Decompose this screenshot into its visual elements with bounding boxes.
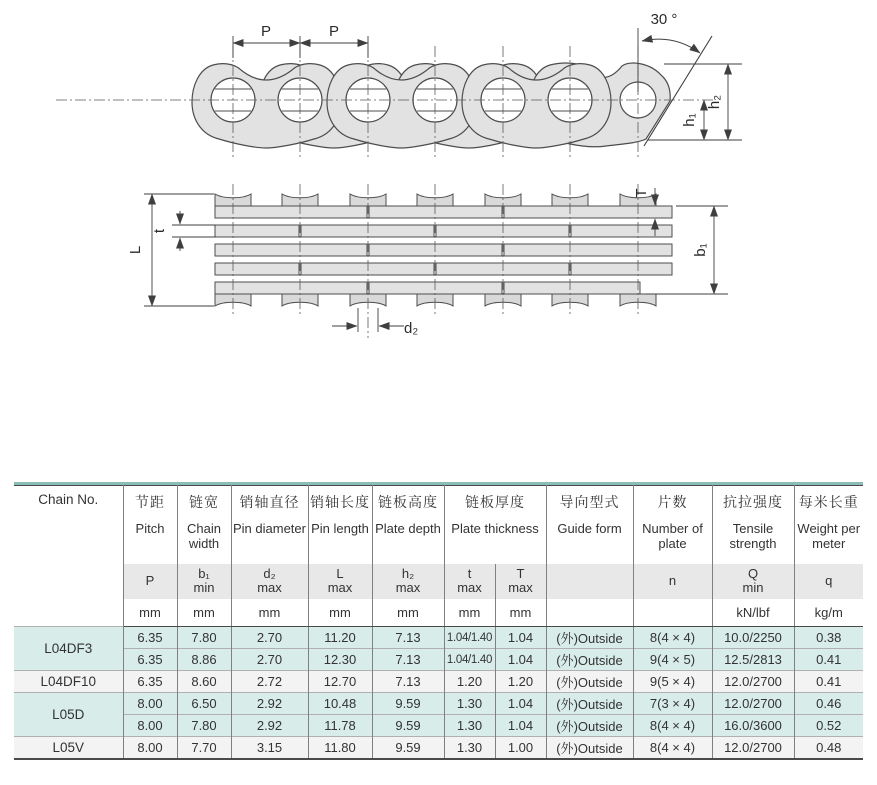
spec-cell: (外)Outside: [546, 671, 633, 693]
spec-cell: (外)Outside: [546, 649, 633, 671]
side-view: [56, 11, 742, 158]
pin-length-dimension: [144, 194, 214, 306]
dim-label-b1: b₁: [692, 243, 709, 257]
dim-label-d2: d₂: [404, 320, 419, 337]
symbol-t: t max: [444, 564, 495, 599]
spec-cell: 9.59: [372, 715, 444, 737]
symbol-h2: h₂ max: [372, 564, 444, 599]
col-header-weight: 每米长重 Weight per meter: [794, 486, 863, 564]
spec-cell: 6.50: [177, 693, 231, 715]
unit-cell: mm: [231, 599, 308, 627]
spec-cell: 12.0/2700: [712, 737, 794, 759]
col-header-pitch: 节距 Pitch: [123, 486, 177, 564]
col-header-guide-form: 导向型式 Guide form: [546, 486, 633, 564]
unit-cell: mm: [372, 599, 444, 627]
dim-label-h2: h₂: [706, 94, 723, 110]
spec-cell: 1.20: [495, 671, 546, 693]
dim-label-pitch-1: P: [260, 23, 272, 40]
spec-cell: 3.15: [231, 737, 308, 759]
spec-cell: 8(4 × 4): [633, 715, 712, 737]
spec-cell: 8.86: [177, 649, 231, 671]
col-header-chain-width: 链宽 Chain width: [177, 486, 231, 564]
corner-label: Chain No.: [38, 492, 99, 507]
spec-cell: 1.30: [444, 737, 495, 759]
spec-cell: 11.80: [308, 737, 372, 759]
spec-cell: 0.48: [794, 737, 863, 759]
spec-cell: 8.00: [123, 693, 177, 715]
spec-cell: 7.13: [372, 627, 444, 649]
spec-cell: 1.04/1.40: [444, 649, 495, 671]
spec-cell: 1.30: [444, 715, 495, 737]
unit-cell: mm: [308, 599, 372, 627]
spec-cell: 0.52: [794, 715, 863, 737]
spec-cell: 6.35: [123, 649, 177, 671]
spec-cell: 7.80: [177, 715, 231, 737]
spec-cell: 9.59: [372, 737, 444, 759]
chain-no-cell: L05D: [14, 693, 123, 737]
spec-cell: 1.04: [495, 627, 546, 649]
spec-cell: 2.72: [231, 671, 308, 693]
col-header-number-of-plate: 片数 Number of plate: [633, 486, 712, 564]
spec-cell: 2.70: [231, 649, 308, 671]
spec-cell: 0.41: [794, 671, 863, 693]
header-names-row: [14, 486, 863, 564]
spec-cell: 7.70: [177, 737, 231, 759]
unit-cell: mm: [495, 599, 546, 627]
unit-cell: kN/lbf: [712, 599, 794, 627]
chain-spec-table: [14, 485, 863, 760]
spec-cell: 11.20: [308, 627, 372, 649]
symbol-q: q: [794, 564, 863, 599]
dim-label-t: t: [151, 228, 168, 234]
symbol-P: P: [123, 564, 177, 599]
spec-cell: 9.59: [372, 693, 444, 715]
symbol-b1: b₁ min: [177, 564, 231, 599]
unit-cell: mm: [444, 599, 495, 627]
unit-cell: mm: [123, 599, 177, 627]
dim-label-L: L: [127, 245, 144, 255]
dim-label-h1: h₁: [681, 113, 698, 127]
corner-chain-no-header: [14, 486, 123, 627]
symbol-guide-empty: [546, 564, 633, 599]
spec-cell: 0.41: [794, 649, 863, 671]
spec-cell: 9(4 × 5): [633, 649, 712, 671]
col-header-plate-depth: 链板高度 Plate depth: [372, 486, 444, 564]
spec-cell: 7(3 × 4): [633, 693, 712, 715]
spec-cell: (外)Outside: [546, 693, 633, 715]
spec-cell: 8(4 × 4): [633, 737, 712, 759]
col-header-pin-diameter: 销轴直径 Pin diameter: [231, 486, 308, 564]
spec-cell: 1.00: [495, 737, 546, 759]
spec-cell: 10.0/2250: [712, 627, 794, 649]
header-units-row: [14, 599, 863, 627]
chain-no-cell: L05V: [14, 737, 123, 759]
table-row: [14, 693, 863, 715]
symbol-Q: Q min: [712, 564, 794, 599]
table-row: [14, 715, 863, 737]
pitch-dimension: [233, 36, 368, 58]
spec-cell: 12.0/2700: [712, 693, 794, 715]
plate-stack: [215, 206, 672, 294]
table-row: [14, 671, 863, 693]
spec-cell: 2.92: [231, 715, 308, 737]
spec-cell: 12.70: [308, 671, 372, 693]
plan-view: [127, 184, 728, 338]
spec-cell: 10.48: [308, 693, 372, 715]
spec-cell: 16.0/3600: [712, 715, 794, 737]
spec-cell: 1.04: [495, 649, 546, 671]
spec-cell: 8(4 × 4): [633, 627, 712, 649]
unit-cell: [633, 599, 712, 627]
col-header-plate-thickness: 链板厚度 Plate thickness: [444, 486, 546, 564]
chain-no-cell: L04DF10: [14, 671, 123, 693]
spec-cell: 12.5/2813: [712, 649, 794, 671]
col-header-pin-length: 销轴长度 Pin length: [308, 486, 372, 564]
header-symbols-row: [14, 564, 863, 599]
spec-cell: 12.0/2700: [712, 671, 794, 693]
spec-cell: 0.38: [794, 627, 863, 649]
unit-cell: mm: [177, 599, 231, 627]
spec-table-wrap: [14, 482, 863, 760]
symbol-n: n: [633, 564, 712, 599]
spec-cell: 6.35: [123, 627, 177, 649]
spec-cell: 6.35: [123, 671, 177, 693]
col-header-tensile-strength: 抗拉强度 Tensile strength: [712, 486, 794, 564]
table-row: [14, 649, 863, 671]
spec-cell: (外)Outside: [546, 737, 633, 759]
symbol-T: T max: [495, 564, 546, 599]
spec-cell: 7.13: [372, 649, 444, 671]
spec-cell: 1.04: [495, 693, 546, 715]
spec-cell: 12.30: [308, 649, 372, 671]
spec-cell: 8.60: [177, 671, 231, 693]
spec-cell: 1.30: [444, 693, 495, 715]
spec-cell: 1.20: [444, 671, 495, 693]
dim-label-pitch-2: P: [328, 23, 340, 40]
chain-no-cell: L04DF3: [14, 627, 123, 671]
table-row: [14, 627, 863, 649]
spec-cell: 1.04/1.40: [444, 627, 495, 649]
spec-cell: 2.70: [231, 627, 308, 649]
spec-cell: 8.00: [123, 737, 177, 759]
unit-cell: kg/m: [794, 599, 863, 627]
spec-cell: (外)Outside: [546, 627, 633, 649]
spec-cell: 8.00: [123, 715, 177, 737]
spec-cell: 11.78: [308, 715, 372, 737]
spec-cell: 2.92: [231, 693, 308, 715]
spec-cell: (外)Outside: [546, 715, 633, 737]
plate-thickness-t-dimension: [172, 211, 216, 251]
symbol-d2: d₂ max: [231, 564, 308, 599]
spec-cell: 7.80: [177, 627, 231, 649]
symbol-L: L max: [308, 564, 372, 599]
spec-cell: 9(5 × 4): [633, 671, 712, 693]
dim-label-T: T: [633, 188, 650, 198]
unit-cell: [546, 599, 633, 627]
table-row: [14, 737, 863, 759]
spec-cell: 7.13: [372, 671, 444, 693]
spec-cell: 0.46: [794, 693, 863, 715]
spec-cell: 1.04: [495, 715, 546, 737]
dim-label-angle: 30 °: [650, 11, 678, 28]
